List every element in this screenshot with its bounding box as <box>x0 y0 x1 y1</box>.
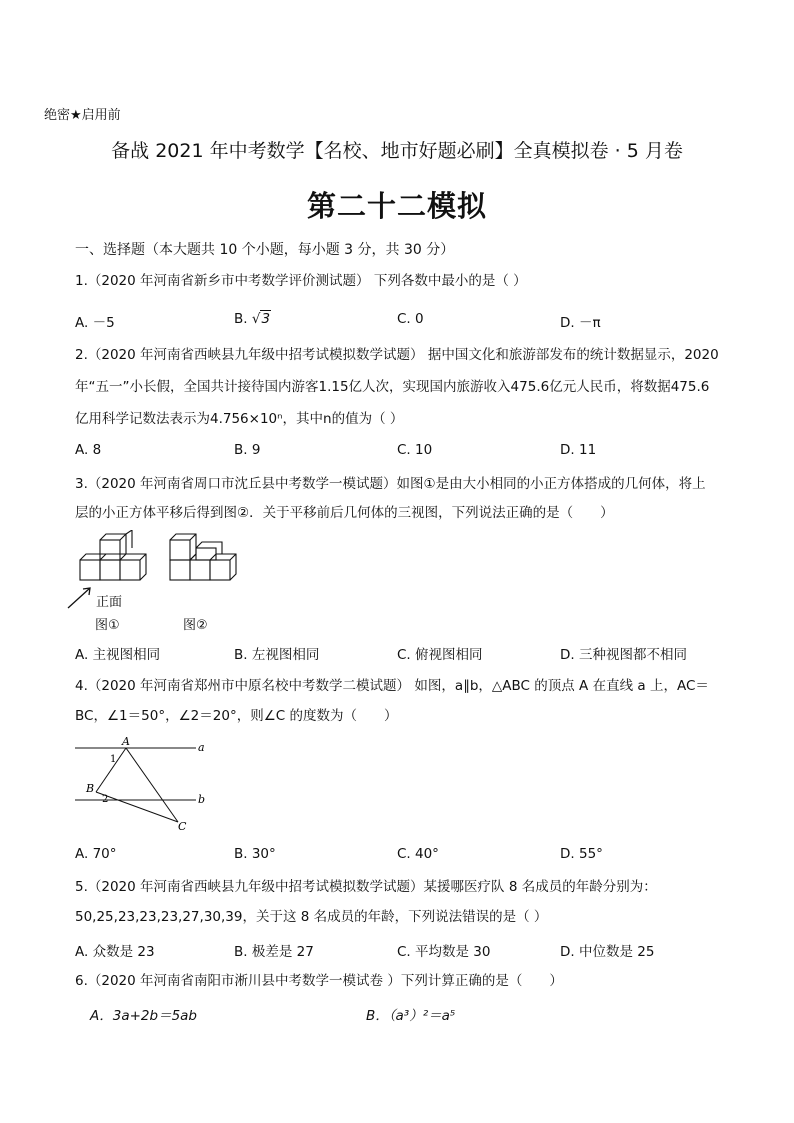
vertex-a-label: A <box>122 736 130 748</box>
question-1-stem: 1.（2020 年河南省新乡市中考数学评价测试题） 下列各数中最小的是（ ） <box>75 273 527 289</box>
question-5-option-d: D. 中位数是 25 <box>560 944 655 960</box>
question-2-stem-line1: 2.（2020 年河南省西峡县九年级中招考试模拟数学试题） 据中国文化和旅游部发布的统计数据显示，2020 <box>75 347 719 363</box>
line-a-label: a <box>198 741 205 754</box>
question-1-option-c: C. 0 <box>397 311 424 327</box>
question-2-option-a: A. 8 <box>75 442 102 458</box>
front-label: 正面 <box>96 595 123 610</box>
question-2-stem-line3: 亿用科学记数法表示为4.756×10ⁿ，其中n的值为（ ） <box>75 411 404 427</box>
question-4-option-d: D. 55° <box>560 846 603 862</box>
figure-1-cubes <box>80 530 146 580</box>
question-3-option-d: D. 三种视图都不相同 <box>560 647 687 663</box>
question-1-option-b <box>234 311 271 327</box>
question-4-option-c: C. 40° <box>397 846 439 862</box>
page-title: 第二十二模拟 <box>306 189 487 223</box>
question-2-option-c: C. 10 <box>397 442 433 458</box>
figure-2-label: 图② <box>183 618 208 633</box>
vertex-c-label: C <box>178 820 187 833</box>
question-6-stem: 6.（2020 年河南省南阳市淅川县中考数学一模试卷 ）下列计算正确的是（ ） <box>75 973 563 989</box>
question-6-option-b: B．（a³）²＝a⁵ <box>366 1008 456 1024</box>
cube-figures <box>64 530 254 610</box>
section-heading: 一、选择题（本大题共 10 个小题，每小题 3 分，共 30 分） <box>75 242 455 258</box>
question-4-option-b: B. 30° <box>234 846 276 862</box>
option-b-letter: B. <box>234 311 252 327</box>
question-2-option-d: D. 11 <box>560 442 597 458</box>
question-4-stem-line2: BC，∠1＝50°，∠2＝20°，则∠C 的度数为（ ） <box>75 708 398 724</box>
question-2-option-b: B. 9 <box>234 442 261 458</box>
question-5-option-c: C. 平均数是 30 <box>397 944 491 960</box>
question-5-stem-line2: 50,25,23,23,23,27,30,39，关于这 8 名成员的年龄，下列说法错误的是（ ） <box>75 909 548 925</box>
confidential-label: 绝密★启用前 <box>44 108 121 123</box>
question-5-option-a: A. 众数是 23 <box>75 944 155 960</box>
question-5-stem-line1: 5.（2020 年河南省西峡县九年级中招考试模拟数学试题）某援哪医疗队 8 名成员的年龄分别为： <box>75 879 657 895</box>
vertex-b-label: B <box>86 782 95 795</box>
question-2-stem-line2: 年“五一”小长假，全国共计接待国内游客1.15亿人次，实现国内旅游收入475.6亿元人民币，将数据475.6 <box>75 379 710 395</box>
question-3-stem-line1: 3.（2020 年河南省周口市沈丘县中考数学一模试题）如图①是由大小相同的小正方体搭成的几何体，将上 <box>75 476 706 492</box>
exam-subtitle: 备战 2021 年中考数学【名校、地市好题必刷】全真模拟卷 · 5 月卷 <box>111 140 683 162</box>
question-3-stem-line2: 层的小正方体平移后得到图②．关于平移前后几何体的三视图，下列说法正确的是（ ） <box>75 505 614 521</box>
front-arrow-icon <box>68 588 90 608</box>
question-4-option-a: A. 70° <box>75 846 117 862</box>
line-b-label: b <box>198 793 206 806</box>
question-6-option-a: A．3a+2b＝5ab <box>90 1008 197 1024</box>
question-3-option-a: A. 主视图相同 <box>75 647 161 663</box>
angle-2-label: 2 <box>102 794 109 805</box>
triangle-parallel-lines-figure <box>70 736 220 836</box>
question-1-option-d: D. －π <box>560 315 601 331</box>
question-3-option-c: C. 俯视图相同 <box>397 647 483 663</box>
sqrt-radicand: 3 <box>261 311 271 327</box>
figure-1-label: 图① <box>95 618 120 633</box>
sqrt-symbol: √3 <box>251 311 271 327</box>
question-1-option-a: A. －5 <box>75 315 115 331</box>
figure-2-cubes <box>170 534 236 580</box>
question-3-option-b: B. 左视图相同 <box>234 647 320 663</box>
side-ac <box>126 748 178 822</box>
question-4-stem-line1: 4.（2020 年河南省郑州市中原名校中考数学二模试题） 如图，a∥b，△ABC 的顶点 A 在直线 a 上，AC＝ <box>75 678 709 694</box>
angle-1-label: 1 <box>110 754 117 765</box>
question-5-option-b: B. 极差是 27 <box>234 944 314 960</box>
